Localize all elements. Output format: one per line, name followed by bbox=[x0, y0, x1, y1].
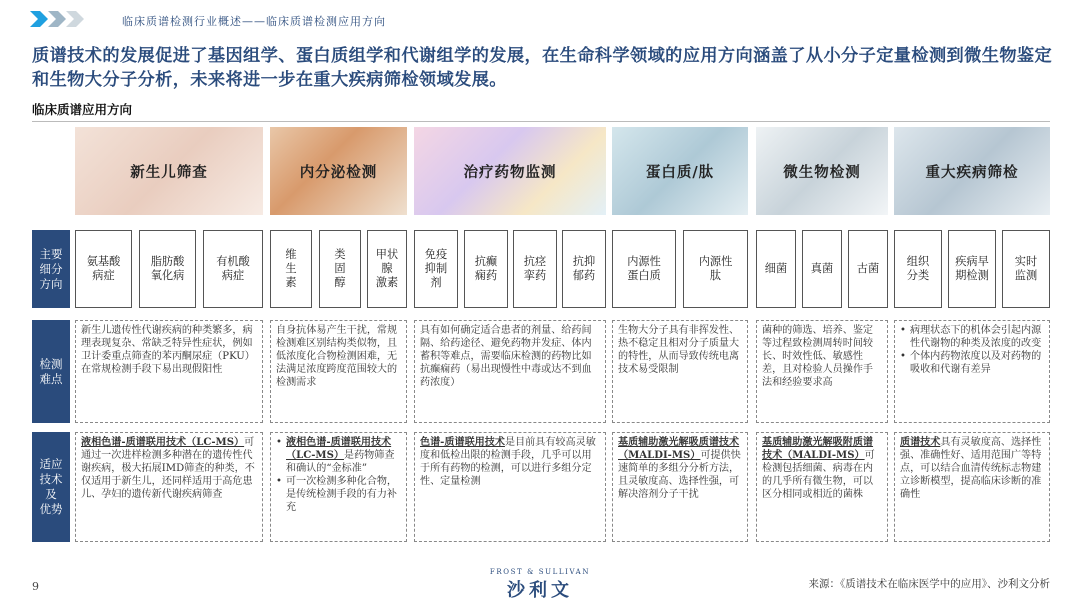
category-label: 内分泌检测 bbox=[299, 164, 378, 181]
subdirection-cell: 细菌 bbox=[756, 230, 796, 308]
difficulty-box: 生物大分子具有非挥发性、热不稳定且相对分子质量大的特性，从而导致传统电离技术易受限制 bbox=[612, 320, 748, 423]
technique-box bbox=[270, 432, 407, 542]
subdirection-cell: 脂肪酸 氧化病 bbox=[139, 230, 196, 308]
category-image-protein bbox=[612, 127, 748, 215]
subdirection-cell: 维 生 素 bbox=[270, 230, 312, 308]
technique-name: 质谱技术 bbox=[900, 437, 941, 448]
technique-name: 液相色谱-质谱联用技术（LC-MS） bbox=[286, 437, 392, 461]
row-label-technology: 适应 技术 及 优势 bbox=[32, 432, 70, 542]
category-label: 微生物检测 bbox=[783, 164, 861, 181]
subdirection-cell: 甲状 腺 激素 bbox=[367, 230, 407, 308]
source-note: 来源：《质谱技术在临床医学中的应用》、沙利文分析 bbox=[808, 578, 1050, 590]
subdirection-cell: 真菌 bbox=[802, 230, 842, 308]
row-label-difficulty: 检测 难点 bbox=[32, 320, 70, 423]
difficulty-box: 新生儿遗传性代谢疾病的种类繁多，病理表现复杂、常缺乏特异性症状，例如卫计委重点筛查的苯丙酮尿症（PKU）在常规检测手段下易出现假阳性 bbox=[75, 320, 263, 423]
subdirection-cell: 组织 分类 bbox=[894, 230, 942, 308]
page-number: 9 bbox=[32, 580, 39, 593]
subdirection-cell: 类 固 醇 bbox=[319, 230, 361, 308]
technique-box bbox=[414, 432, 606, 542]
technique-desc: 是药物筛查和确认的“金标准” bbox=[286, 450, 395, 474]
category-image-endocrine bbox=[270, 127, 407, 215]
technique-name: 液相色谱-质谱联用技术（LC-MS） bbox=[81, 437, 245, 448]
subdirection-cell: 抗痉 挛药 bbox=[513, 230, 557, 308]
difficulty-bullet: • 病理状态下的机体会引起内源性代谢物的种类及浓度的改变 bbox=[900, 324, 1044, 350]
subdirection-cell: 有机酸 病症 bbox=[203, 230, 263, 308]
logo-top-text: FROST & SULLIVAN bbox=[489, 568, 591, 576]
subdirection-cell: 古菌 bbox=[848, 230, 888, 308]
technique-desc: 可检测包括细菌、病毒在内的几乎所有微生物，可以区分相同或相近的菌株 bbox=[762, 450, 875, 500]
subdirection-cell: 内源性 蛋白质 bbox=[612, 230, 676, 308]
technique-desc: 可提供快速简单的多组分分析方法，且灵敏度高、选择性强，可解决溶剂分子干扰 bbox=[618, 450, 741, 500]
row-label-subdirection: 主要 细分 方向 bbox=[32, 230, 70, 308]
technique-desc: 可通过一次进样检测多种潜在的遗传性代谢疾病，极大拓展IMD筛查的种类，不仅适用于新生儿，还同样适用于高危患儿、孕妇的遗传新代谢疾病筛查 bbox=[81, 437, 255, 500]
category-image-newborn bbox=[75, 127, 263, 215]
logo-main-text: 沙利文 bbox=[507, 580, 573, 601]
subdirection-cell: 免疫 抑制 剂 bbox=[414, 230, 458, 308]
company-logo bbox=[470, 568, 610, 602]
technique-desc: 是目前具有较高灵敏度和低检出限的检测手段，几乎可以用于所有药物的检测，可以进行多组分定性、定量检测 bbox=[420, 437, 596, 487]
technique-box bbox=[75, 432, 263, 542]
category-label: 治疗药物监测 bbox=[463, 164, 557, 181]
subdirection-cell: 疾病早 期检测 bbox=[948, 230, 996, 308]
category-image-drug bbox=[414, 127, 606, 215]
subdirection-cell: 抗癫 痫药 bbox=[464, 230, 508, 308]
difficulty-box: 具有如何确定适合患者的剂量、给药间隔、给药途径、避免药物并发症、体内蓄积等难点，需要临床检测的药物比如抗癫痫药（易出现慢性中毒或达不到血药浓度） bbox=[414, 320, 606, 423]
category-label: 重大疾病筛检 bbox=[925, 164, 1019, 181]
category-image-microbe bbox=[756, 127, 888, 215]
category-label: 蛋白质/肽 bbox=[645, 164, 715, 181]
difficulty-box bbox=[894, 320, 1050, 423]
subdirection-cell: 实时 监测 bbox=[1002, 230, 1050, 308]
lead-text: 质谱技术的发展促进了基因组学、蛋白质组学和代谢组学的发展，在生命科学领域的应用方向涵盖了从小分子定量检测到微生物鉴定和生物大分子分析，未来将进一步在重大疾病筛检领域发展。 bbox=[32, 46, 1053, 90]
difficulty-box: 菌种的筛选、培养、鉴定等过程致检测周转时间较长、时效性低、敏感性差，且对检验人员操作手法和经验要求高 bbox=[756, 320, 888, 423]
chevron-logo-icon bbox=[30, 11, 90, 27]
category-label: 新生儿筛查 bbox=[130, 164, 208, 181]
technique-box bbox=[612, 432, 748, 542]
section-title: 临床质谱应用方向 bbox=[32, 102, 133, 117]
technique-bullet bbox=[276, 436, 401, 475]
technique-box bbox=[756, 432, 888, 542]
technique-name: 基质辅助激光解吸质谱技术（MALDI-MS） bbox=[618, 437, 740, 461]
subdirection-cell: 氨基酸 病症 bbox=[75, 230, 132, 308]
difficulty-box: 自身抗体易产生干扰，常规检测难区别结构类似物，且低浓度化合物检测困难，无法满足浓度跨度范围较大的检测需求 bbox=[270, 320, 407, 423]
subdirection-cell: 内源性 肽 bbox=[683, 230, 748, 308]
technique-name: 色谱-质谱联用技术 bbox=[420, 437, 505, 448]
technique-bullet: • 可一次检测多种化合物，是传统检测手段的有力补充 bbox=[276, 475, 401, 514]
subdirection-cell: 抗抑 郁药 bbox=[562, 230, 606, 308]
breadcrumb: 临床质谱检测行业概述——临床质谱检测应用方向 bbox=[122, 15, 386, 28]
technique-desc: 具有灵敏度高、选择性强、准确性好、适用范围广等特点，可以结合血清传统标志物建立诊断模型，提高临床诊断的准确性 bbox=[900, 437, 1042, 500]
difficulty-bullet: • 个体内药物浓度以及对药物的吸收和代谢有差异 bbox=[900, 350, 1044, 376]
technique-box bbox=[894, 432, 1050, 542]
category-image-disease bbox=[894, 127, 1050, 215]
section-divider bbox=[32, 121, 1050, 122]
header-bar bbox=[0, 0, 1080, 38]
technique-name: 基质辅助激光解吸附质谱技术（MALDI-MS） bbox=[762, 437, 874, 461]
